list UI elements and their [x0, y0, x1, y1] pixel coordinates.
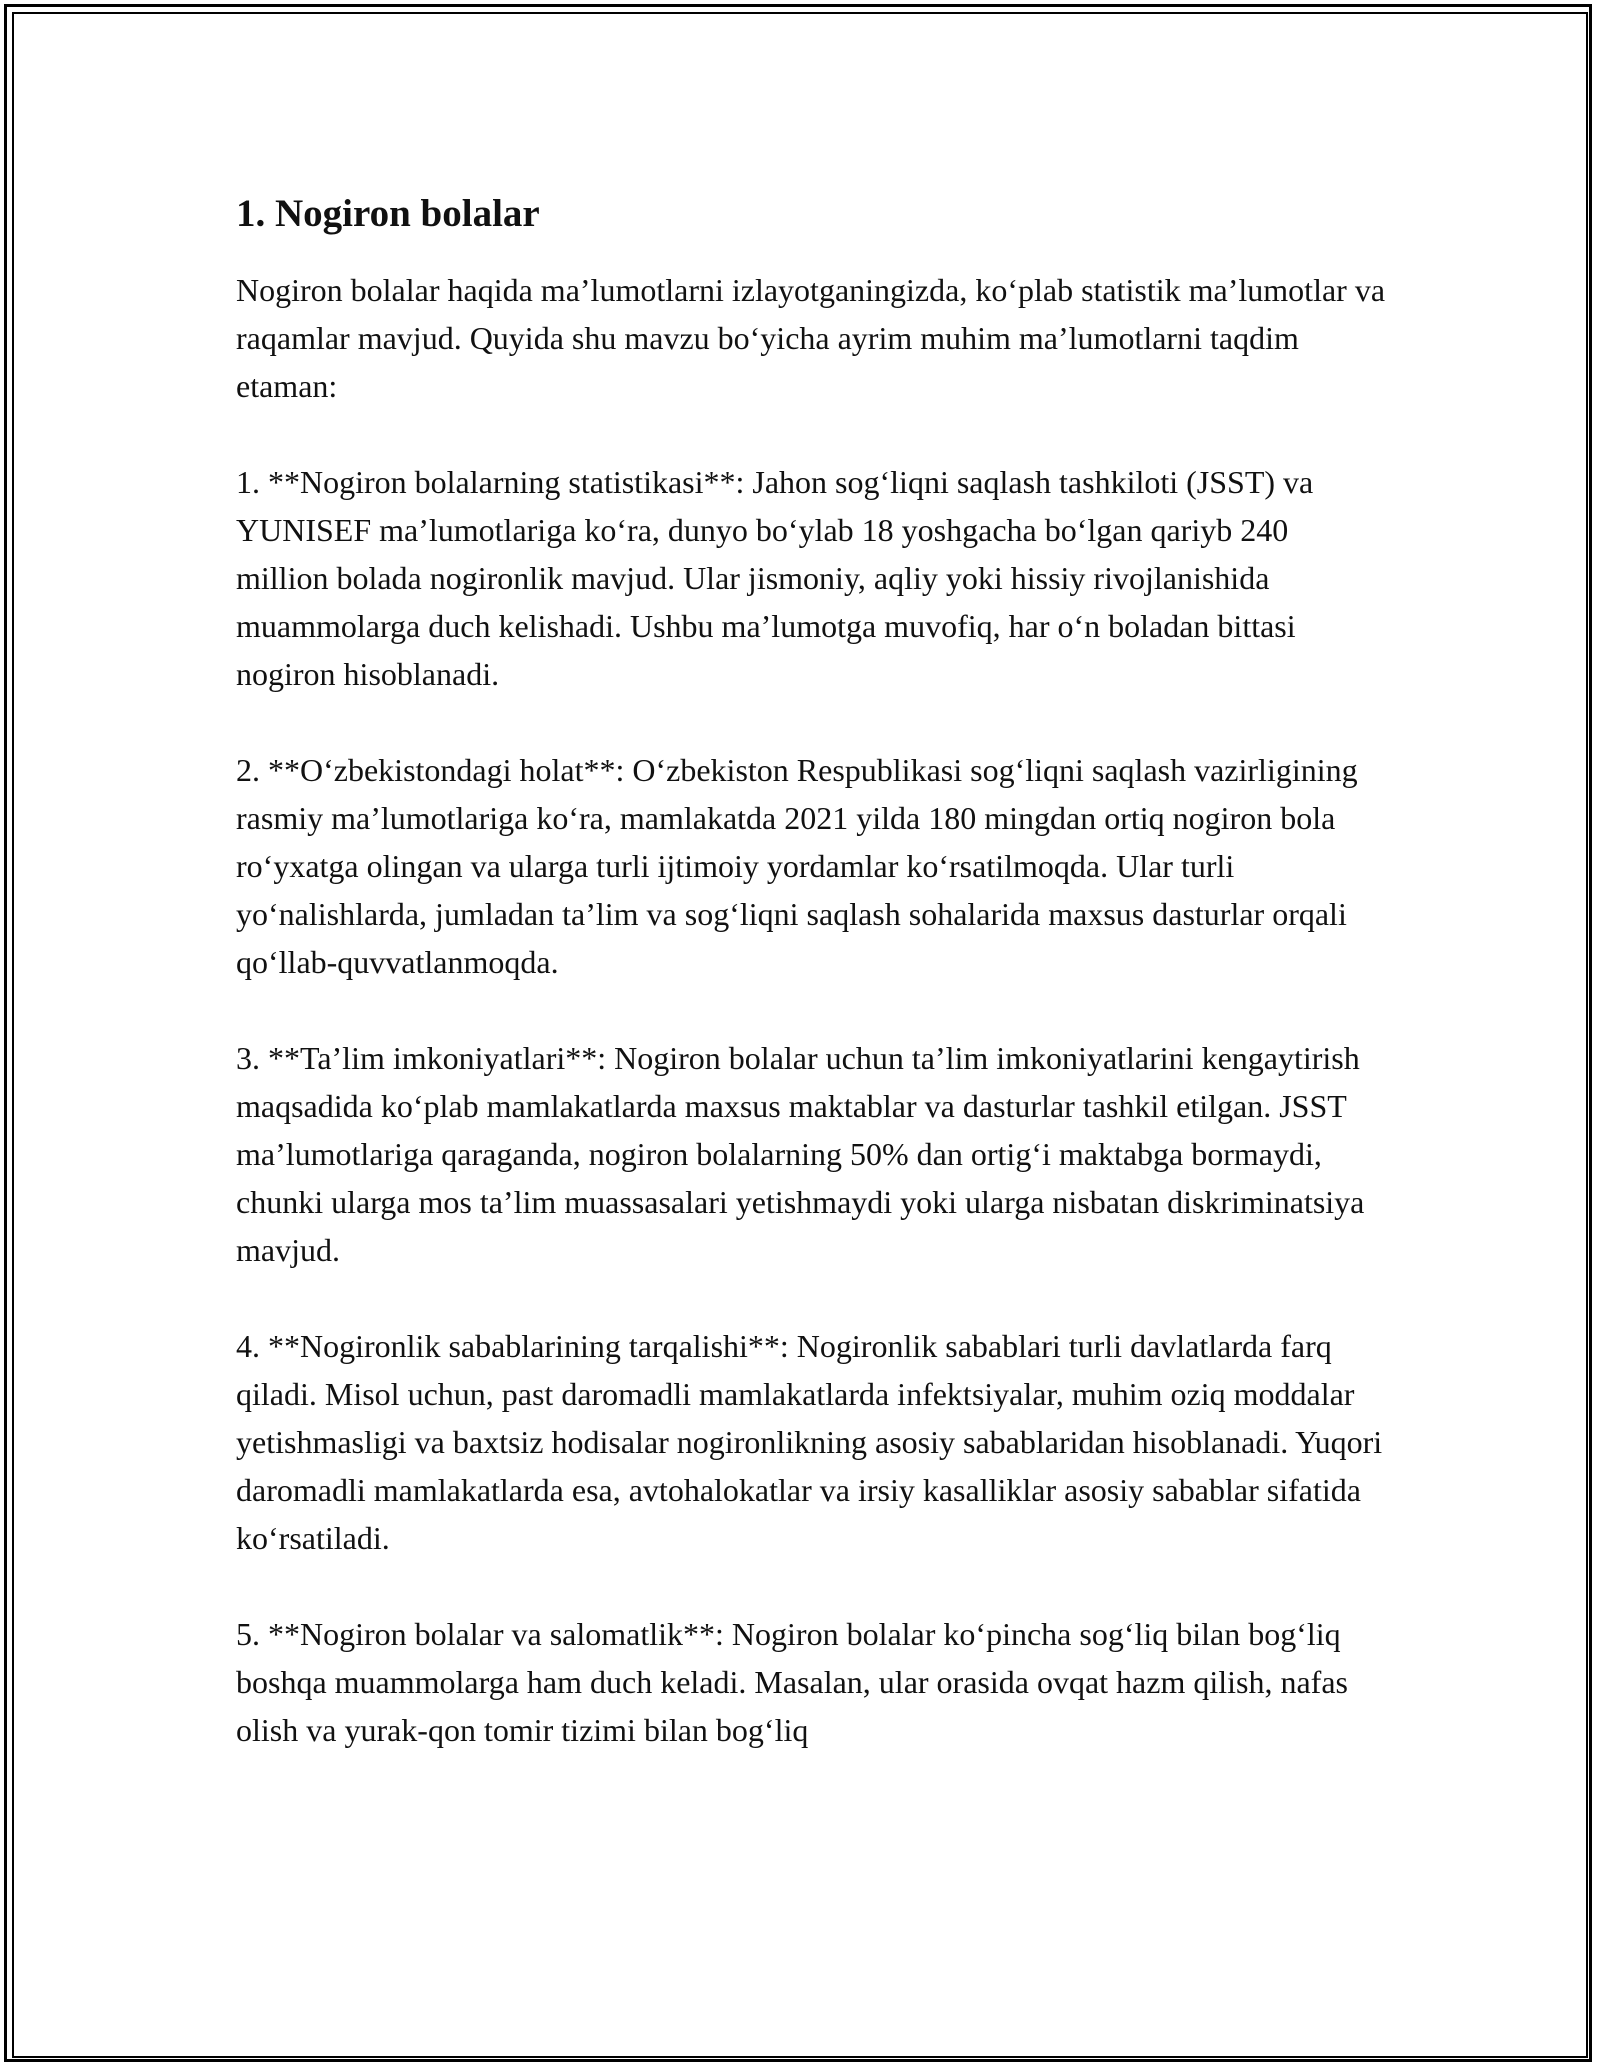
- paragraph-uzbekistan: 2. **O‘zbekistondagi holat**: O‘zbekiston Respublikasi sog‘liqni saqlash vazirligining rasmiy ma’lumotlariga ko‘ra, mamlakatda 2021 yilda 180 mingdan ortiq nogiron bola ro‘yxatga olingan va ularga turli ijtimoiy yordamlar ko‘rsatilmoqda. Ular turli yo‘nalishlarda, jumladan ta’lim va sog‘liqni saqlash sohalarida maxsus dasturlar orqali qo‘llab-quvvatlanmoqda.: [236, 752, 1358, 980]
- paragraph-education: 3. **Ta’lim imkoniyatlari**: Nogiron bolalar uchun ta’lim imkoniyatlarini kengaytirish maqsadida ko‘plab mamlakatlarda maxsus maktablar va dasturlar tashkil etilgan. JSST ma’lumotlariga qaraganda, nogiron bolalarning 50% dan ortig‘i maktabga bormaydi, chunki ularga mos ta’lim muassasalari yetishmaydi yoki ularga nisbatan diskriminatsiya mavjud.: [236, 1040, 1365, 1268]
- document-body: [236, 186, 1386, 1754]
- paragraph-health: 5. **Nogiron bolalar va salomatlik**: Nogiron bolalar ko‘pincha sog‘liq bilan bog‘liq boshqa muammolarga ham duch keladi. Masalan, ular orasida ovqat hazm qilish, nafas olish va yurak-qon tomir tizimi bilan bog‘liq: [236, 1616, 1348, 1748]
- paragraph-causes: 4. **Nogironlik sabablarining tarqalishi**: Nogironlik sabablari turli davlatlarda farq qiladi. Misol uchun, past daromadli mamlakatlarda infektsiyalar, muhim oziq moddalar yetishmasligi va baxtsiz hodisalar nogironlikning asosiy sabablaridan hisoblanadi. Yuqori daromadli mamlakatlarda esa, avtohalokatlar va irsiy kasalliklar asosiy sabablar sifatida ko‘rsatiladi.: [236, 1328, 1383, 1556]
- intro-paragraph: Nogiron bolalar haqida ma’lumotlarni izlayotganingizda, ko‘plab statistik ma’lumotlar va raqamlar mavjud. Quyida shu mavzu bo‘yicha ayrim muhim ma’lumotlarni taqdim etaman:: [236, 272, 1386, 404]
- document-title: 1. Nogiron bolalar: [236, 192, 540, 235]
- paragraph-statistics: 1. **Nogiron bolalarning statistikasi**: Jahon sog‘liqni saqlash tashkiloti (JSST) va YUNISEF ma’lumotlariga ko‘ra, dunyo bo‘ylab 18 yoshgacha bo‘lgan qariyb 240 million bolada nogironlik mavjud. Ular jismoniy, aqliy yoki hissiy rivojlanishida muammolarga duch kelishadi. Ushbu ma’lumotga muvofiq, har o‘n boladan bittasi nogiron hisoblanadi.: [236, 464, 1314, 692]
